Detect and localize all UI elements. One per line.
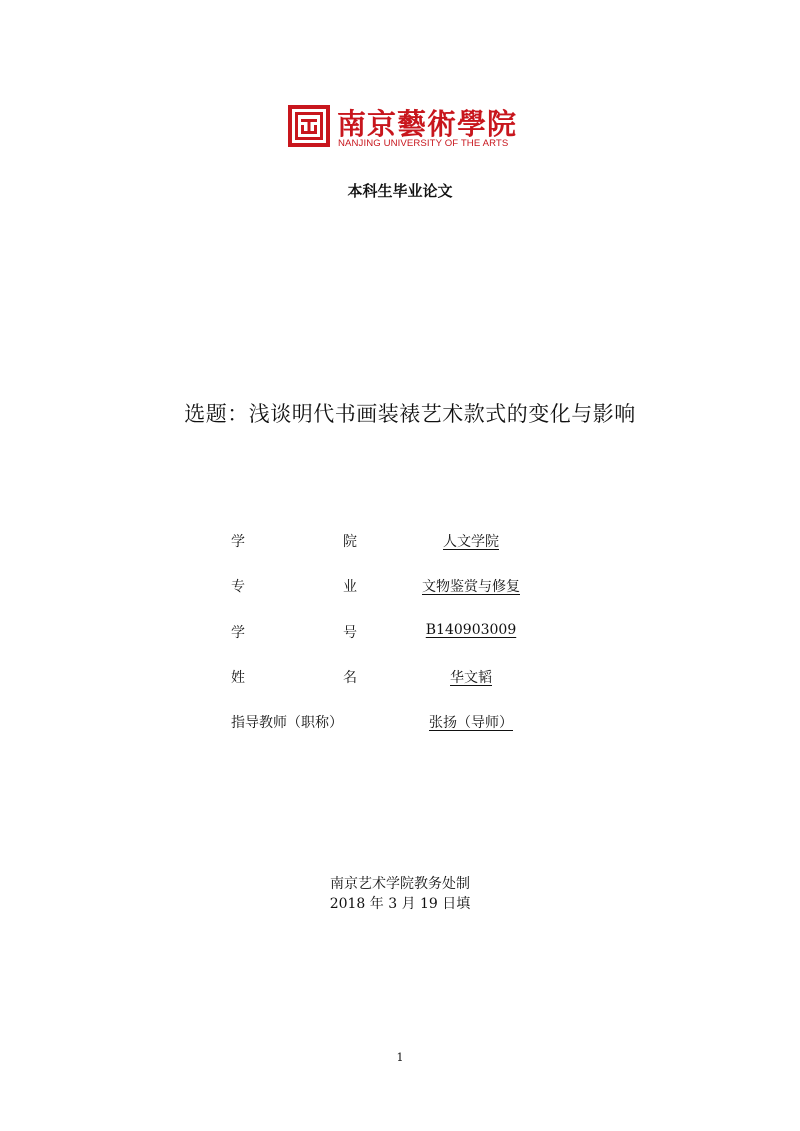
student-id-value: B140903009 — [425, 622, 517, 638]
university-name-cn: 南京藝術學院 — [337, 107, 518, 141]
major-label-2: 业 — [343, 579, 357, 595]
major-label-1: 专 — [231, 579, 245, 595]
college-value: 人文学院 — [443, 534, 499, 550]
name-label-1: 姓 — [231, 670, 245, 686]
page-number: 1 — [396, 1051, 404, 1064]
advisor-label: 指导教师（职称） — [231, 715, 343, 731]
college-label-2: 院 — [343, 534, 357, 550]
university-seal-icon — [287, 104, 331, 148]
university-logo — [287, 104, 519, 154]
info-row-advisor — [231, 712, 571, 736]
advisor-value: 张扬（导师） — [429, 715, 513, 731]
name-label-2: 名 — [343, 670, 357, 686]
fill-date: 2018 年 3 月 19 日填 — [329, 896, 471, 912]
major-value: 文物鉴赏与修复 — [422, 579, 520, 595]
student-id-label-1: 学 — [231, 625, 245, 641]
info-row-college — [231, 531, 571, 555]
name-value: 华文韬 — [450, 670, 492, 686]
student-id-label-2: 号 — [343, 625, 357, 641]
thesis-title: 选题：浅谈明代书画装裱艺术款式的变化与影响 — [184, 402, 636, 426]
info-row-student-id — [231, 622, 571, 646]
info-row-name — [231, 667, 571, 691]
university-name-en: NANJING UNIVERSITY OF THE ARTS — [338, 138, 509, 149]
document-type: 本科生毕业论文 — [347, 182, 453, 200]
issuing-office: 南京艺术学院教务处制 — [330, 876, 470, 892]
college-label-1: 学 — [231, 534, 245, 550]
info-row-major — [231, 576, 571, 600]
